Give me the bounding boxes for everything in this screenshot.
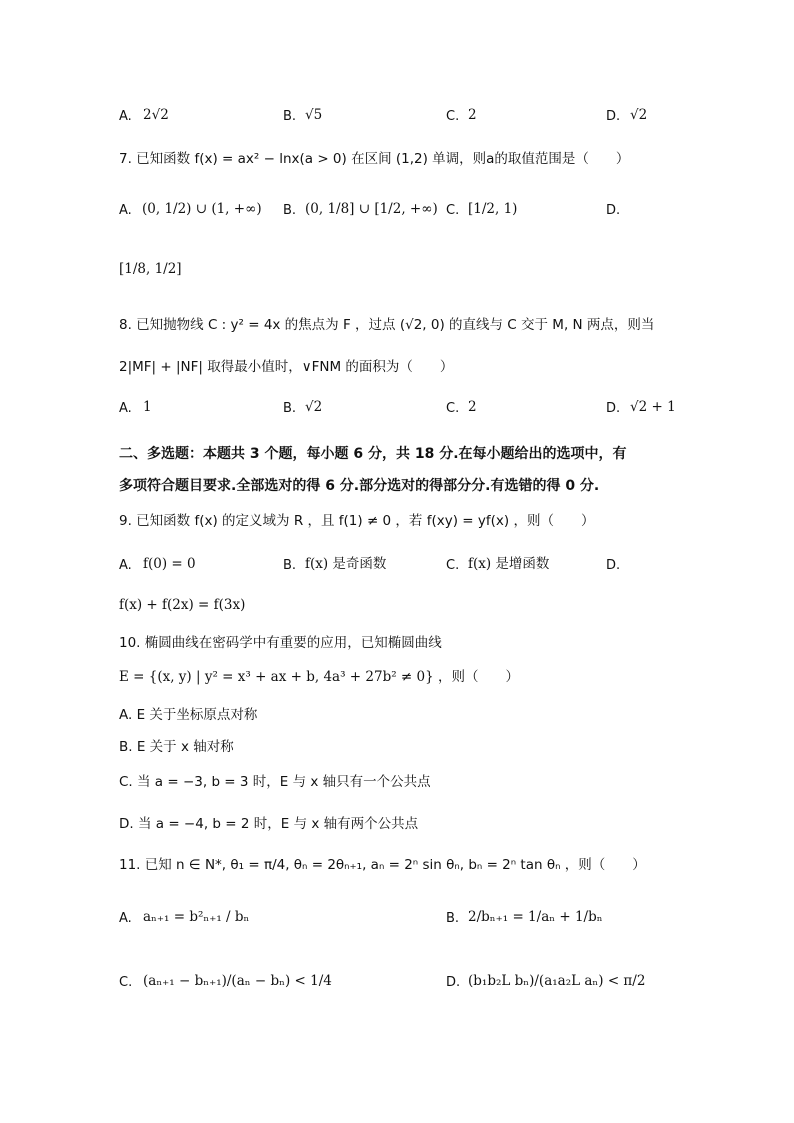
q8-stem-line2: 2|MF| + |NF| 取得最小值时，∨FNM 的面积为（ ） <box>119 359 454 375</box>
q6-option-d-label: D. <box>606 109 621 124</box>
q11-options-row-2 <box>0 972 794 998</box>
q7-options-row <box>0 200 794 226</box>
q8-option-a: 1 <box>143 399 152 415</box>
q10-option-d: D. 当 a = −4, b = 2 时，E 与 x 轴有两个公共点 <box>119 816 419 832</box>
q9-option-c: f(x) 是增函数 <box>468 556 550 572</box>
q7-stem: 7. 已知函数 f(x) = ax² − lnx(a > 0) 在区间 (1,2) 单调，则a的取值范围是（ ） <box>119 151 630 167</box>
q8-option-a-label: A. <box>119 401 132 416</box>
q9-option-b: f(x) 是奇函数 <box>305 556 387 572</box>
q7-option-d: [1/8, 1/2] <box>119 261 182 277</box>
q10-option-a: A. E 关于坐标原点对称 <box>119 707 258 723</box>
q9-stem: 9. 已知函数 f(x) 的定义域为 R ，且 f(1) ≠ 0 ，若 f(xy) = yf(x) ，则（ ） <box>119 513 595 529</box>
q11-stem: 11. 已知 n ∈ N*, θ₁ = π/4, θₙ = 2θₙ₊₁, aₙ = 2ⁿ sin θₙ, bₙ = 2ⁿ tan θₙ ，则（ ） <box>119 857 646 873</box>
q8-stem-line1: 8. 已知抛物线 C : y² = 4x 的焦点为 F ，过点 (√2, 0) 的直线与 C 交于 M, N 两点，则当 <box>119 317 655 333</box>
q9-option-a: f(0) = 0 <box>143 556 196 572</box>
q8-option-d: √2 + 1 <box>630 399 676 415</box>
q9-option-d-label: D. <box>606 558 621 573</box>
q8-option-c-label: C. <box>446 401 460 416</box>
q6-option-a: 2√2 <box>143 107 169 123</box>
q8-option-b: √2 <box>305 399 323 415</box>
q9-option-c-label: C. <box>446 558 460 573</box>
q11-option-b: 2/bₙ₊₁ = 1/aₙ + 1/bₙ <box>468 909 603 925</box>
q11-option-b-label: B. <box>446 911 460 926</box>
q10-stem-line2: E = {(x, y) | y² = x³ + ax + b, 4a³ + 27b² ≠ 0} ，则（ ） <box>119 669 519 685</box>
q7-option-c: [1/2, 1) <box>468 201 518 217</box>
q7-option-a-label: A. <box>119 203 132 218</box>
q10-option-c: C. 当 a = −3, b = 3 时，E 与 x 轴只有一个公共点 <box>119 774 431 790</box>
q9-options-row <box>0 555 794 581</box>
q9-option-a-label: A. <box>119 558 132 573</box>
q6-option-d: √2 <box>630 107 648 123</box>
q6-options-row <box>0 106 794 132</box>
q11-option-c-label: C. <box>119 975 133 990</box>
q9-option-d: f(x) + f(2x) = f(3x) <box>119 597 246 613</box>
q11-options-row-1 <box>0 908 794 934</box>
q7-option-d-label: D. <box>606 203 621 218</box>
section-2-heading-line2: 多项符合题目要求.全部选对的得 6 分.部分选对的得部分分.有选错的得 0 分. <box>119 478 600 494</box>
q8-options-row <box>0 398 794 424</box>
q8-option-b-label: B. <box>283 401 297 416</box>
q10-stem-line1: 10. 椭圆曲线在密码学中有重要的应用，已知椭圆曲线 <box>119 635 442 651</box>
q6-option-c: 2 <box>468 107 477 123</box>
q6-option-a-label: A. <box>119 109 132 124</box>
q6-option-c-label: C. <box>446 109 460 124</box>
q7-option-c-label: C. <box>446 203 460 218</box>
q11-option-a: aₙ₊₁ = b²ₙ₊₁ / bₙ <box>143 909 250 925</box>
q7-option-b: (0, 1/8] ∪ [1/2, +∞) <box>305 201 438 217</box>
q6-option-b: √5 <box>305 107 323 123</box>
q11-option-d-label: D. <box>446 975 461 990</box>
q11-option-c: (aₙ₊₁ − bₙ₊₁)/(aₙ − bₙ) < 1/4 <box>143 973 332 989</box>
q11-option-a-label: A. <box>119 911 132 926</box>
section-2-heading-line1: 二、多选题：本题共 3 个题，每小题 6 分，共 18 分.在每小题给出的选项中，有 <box>119 446 627 462</box>
q6-option-b-label: B. <box>283 109 297 124</box>
q7-option-b-label: B. <box>283 203 297 218</box>
q8-option-d-label: D. <box>606 401 621 416</box>
q8-option-c: 2 <box>468 399 477 415</box>
q10-option-b: B. E 关于 x 轴对称 <box>119 739 234 755</box>
q9-option-b-label: B. <box>283 558 297 573</box>
q7-option-a: (0, 1/2) ∪ (1, +∞) <box>142 201 262 217</box>
q11-option-d: (b₁b₂L bₙ)/(a₁a₂L aₙ) < π/2 <box>468 973 646 989</box>
